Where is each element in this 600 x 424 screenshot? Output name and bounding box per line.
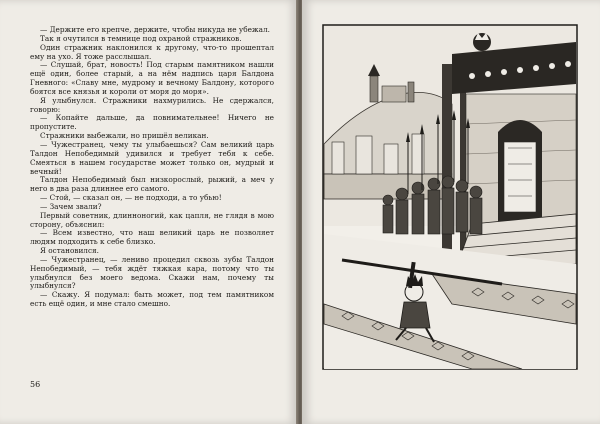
text-line: Один стражник наклонился к другому, что-то прошептал ему на ухо. Я тоже расслышал. (30, 42, 274, 61)
text-line: Стражники выбежали, но пришёл великан. (40, 131, 209, 141)
text-line: — Скажу. Я подумал: быть может, под тем памятником есть ещё один, и мне стало смешно. (30, 290, 274, 309)
text-line: Талдон Непобедимый был низкорослый, рыжий, а меч у него в два раза длиннее его самого. (30, 175, 274, 194)
text-line: Я остановился. (40, 246, 99, 256)
text-line: — Всем известно, что наш великий царь не позволяет людям подходить к себе близко. (30, 228, 274, 247)
illustration (322, 24, 578, 370)
text-line: — Зачем звали? (40, 201, 102, 211)
left-page (0, 0, 298, 424)
text-line: Так я очутился в темнице под охраной стражников. (40, 33, 242, 43)
text-line: — Чужестранец, — лениво процедил сквозь зубы Талдон Непобедимый, — тебя ждёт тяжкая кара, потому что ты улыбнулся без моего ведома. Скажи нам, почему ты улыбнулся? (30, 254, 274, 291)
page-number: 56 (30, 380, 41, 389)
text-line: Первый советник, длинноногий, как цапля, не глядя в мою сторону, объяснил: (30, 210, 274, 229)
text-line: — Чужестранец, чему ты улыбаешься? Сам великий царь Талдон Непобедимый удивился и требует тебя к себе. Смеяться в нашем государстве может только он, мудрый и вечный! (30, 139, 274, 176)
text-line: — Стой, — сказал он, — не подходи, а то убью! (40, 193, 222, 203)
text-line: Я улыбнулся. Стражники нахмурились. Не сдержался, говорю: (30, 95, 274, 114)
text-line: — Копайте дальше, да повнимательнее! Ничего не пропустите. (30, 113, 274, 132)
text-line: — Слушай, брат, новость! Под старым памятником нашли ещё один, более старый, а на нём надпись царя Балдона Гневного: «Славу мне, мудрому и вечному Балдону, которого боятся все князья и короли от моря до моря». (30, 60, 274, 96)
text-line: — Держите его крепче, держите, чтобы никуда не убежал. (40, 25, 270, 34)
page-text (30, 26, 274, 309)
